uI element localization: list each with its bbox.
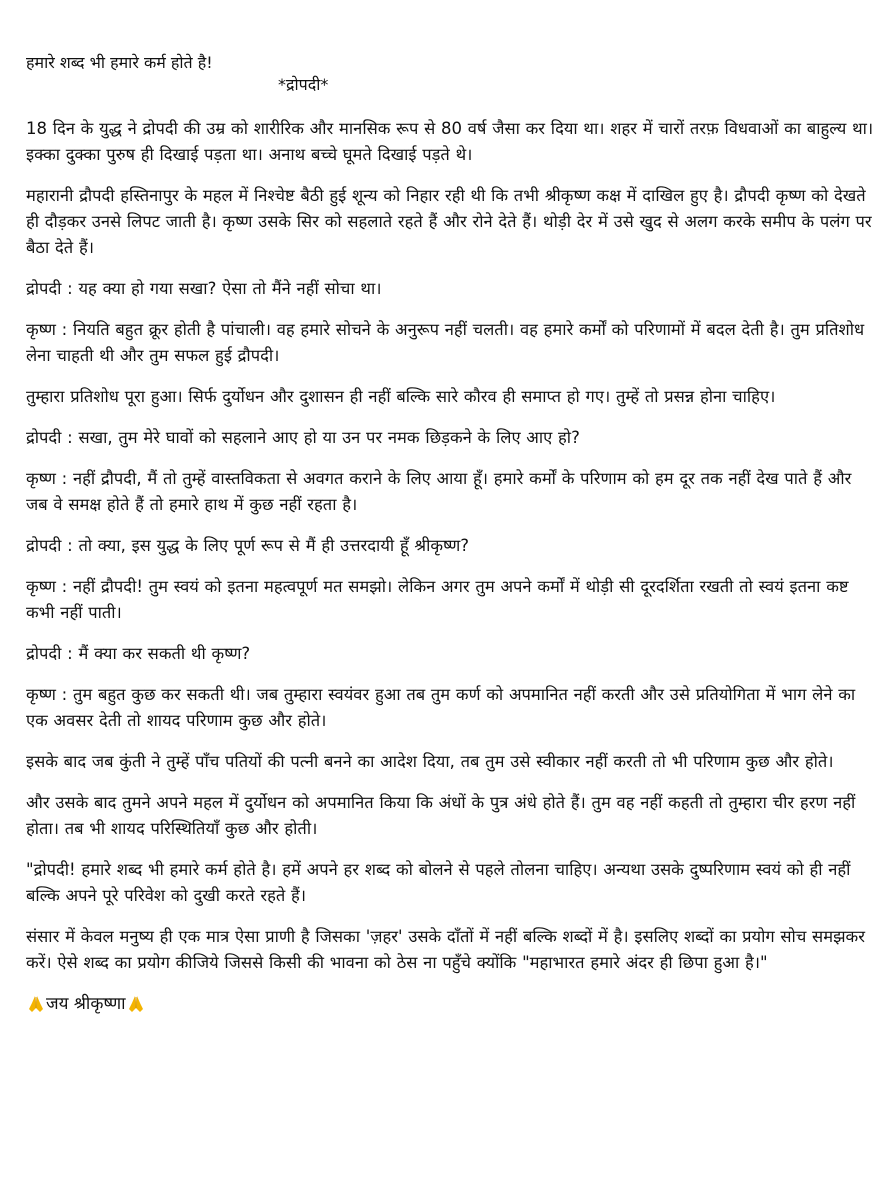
paragraph-6: द्रोपदी : सखा, तुम मेरे घावों को सहलाने आए हो या उन पर नमक छिड़कने के लिए आए हो? xyxy=(26,428,580,447)
closing-line xyxy=(26,991,874,1017)
document-body xyxy=(26,52,874,1017)
closing-text: जय श्रीकृष्णा xyxy=(46,994,126,1014)
paragraph-8: द्रोपदी : तो क्या, इस युद्ध के लिए पूर्ण रूप से मैं ही उत्तरदायी हूँ श्रीकृष्ण? xyxy=(26,536,470,555)
paragraph-5: तुम्हारा प्रतिशोध पूरा हुआ। सिर्फ दुर्योधन और दुशासन ही नहीं बल्कि सारे कौरव ही समाप्त हो गए। तुम्हें तो प्रसन्न होना चाहिए। xyxy=(26,387,776,406)
paragraph-12: इसके बाद जब कुंती ने तुम्हें पाँच पतियों की पत्नी बनने का आदेश दिया, तब तुम उसे स्वीकार नहीं करती तो भी परिणाम कुछ और होते। xyxy=(26,752,834,771)
paragraph-1: 18 दिन के युद्ध ने द्रोपदी की उम्र को शारीरिक और मानसिक रूप से 80 वर्ष जैसा कर दिया था। शहर में चारों तरफ़ विधवाओं का बाहुल्य था। इक्का दुक्का पुरुष ही दिखाई पड़ता था। अनाथ बच्चे घूमते दिखाई पड़ते थे। xyxy=(26,119,874,164)
paragraph-15: संसार में केवल मनुष्य ही एक मात्र ऐसा प्राणी है जिसका 'ज़हर' उसके दाँतों में नहीं बल्कि शब्दों में है। इसलिए शब्दों का प्रयोग सोच समझकर करें। ऐसे शब्द का प्रयोग कीजिये जिससे किसी की भावना को ठेस ना पहुँचे क्योंकि "महाभारत हमारे अंदर ही छिपा हुआ है।" xyxy=(26,927,865,972)
paragraph-13: और उसके बाद तुमने अपने महल में दुर्योधन को अपमानित किया कि अंधों के पुत्र अंधे होते हैं। तुम वह नहीं कहती तो तुम्हारा चीर हरण नहीं होता। तब भी शायद परिस्थितियाँ कुछ और होती। xyxy=(26,793,856,838)
document-subtitle: *द्रोपदी* xyxy=(278,75,329,94)
paragraph-10: द्रोपदी : मैं क्या कर सकती थी कृष्ण? xyxy=(26,644,251,663)
folded-hands-icon xyxy=(26,994,46,1014)
paragraph-2: महारानी द्रौपदी हस्तिनापुर के महल में निश्चेष्ट बैठी हुई शून्य को निहार रही थी कि तभी श्रीकृष्ण कक्ष में दाखिल हुए है। द्रौपदी कृष्ण को देखते ही दौड़कर उनसे लिपट जाती है। कृष्ण उसके सिर को सहलाते रहते हैं और रोने देते हैं। थोड़ी देर में उसे खुद से अलग करके समीप के पलंग पर बैठा देते हैं। xyxy=(26,186,872,257)
paragraph-14: "द्रोपदी! हमारे शब्द भी हमारे कर्म होते है। हमें अपने हर शब्द को बोलने से पहले तोलना चाहिए। अन्यथा उसके दुष्परिणाम स्वयं को ही नहीं बल्कि अपने पूरे परिवेश को दुखी करते रहते हैं। xyxy=(26,860,851,905)
paragraph-3: द्रोपदी : यह क्या हो गया सखा? ऐसा तो मैंने नहीं सोचा था। xyxy=(26,279,382,298)
paragraph-4: कृष्ण : नियति बहुत क्रूर होती है पांचाली। वह हमारे सोचने के अनुरूप नहीं चलती। वह हमारे कर्मों को परिणामों में बदल देती है। तुम प्रतिशोध लेना चाहती थी और तुम सफल हुई द्रौपदी। xyxy=(26,320,865,365)
paragraph-7: कृष्ण : नहीं द्रौपदी, मैं तो तुम्हें वास्तविकता से अवगत कराने के लिए आया हूँ। हमारे कर्मों के परिणाम को हम दूर तक नहीं देख पाते हैं और जब वे समक्ष होते हैं तो हमारे हाथ में कुछ नहीं रहता है। xyxy=(26,469,852,514)
document-title: हमारे शब्द भी हमारे कर्म होते है! xyxy=(26,53,213,72)
folded-hands-icon xyxy=(126,994,146,1014)
paragraph-9: कृष्ण : नहीं द्रौपदी! तुम स्वयं को इतना महत्वपूर्ण मत समझो। लेकिन अगर तुम अपने कर्मों में थोड़ी सी दूरदर्शिता रखती तो स्वयं इतना कष्ट कभी नहीं पाती। xyxy=(26,577,849,622)
paragraph-11: कृष्ण : तुम बहुत कुछ कर सकती थी। जब तुम्हारा स्वयंवर हुआ तब तुम कर्ण को अपमानित नहीं करती और उसे प्रतियोगिता में भाग लेने का एक अवसर देती तो शायद परिणाम कुछ और होते। xyxy=(26,685,856,730)
